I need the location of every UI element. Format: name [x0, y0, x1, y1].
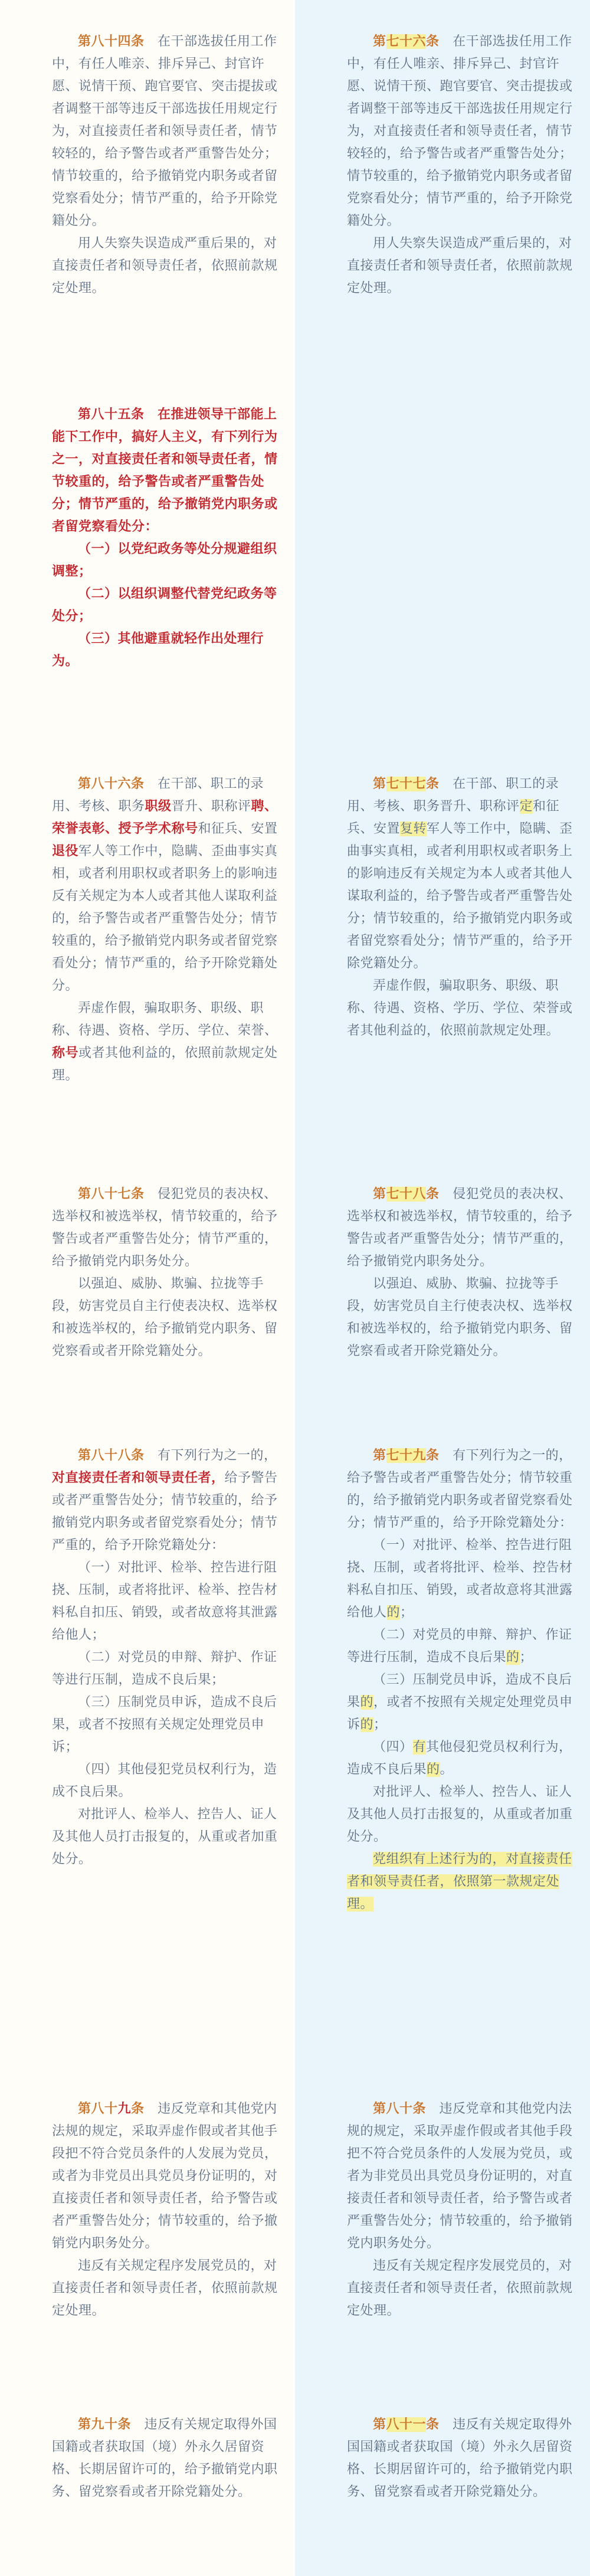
list-item: （四）有其他侵犯党员权利行为，造成不良后果的。: [347, 1740, 572, 1777]
list-item: （四）其他侵犯党员权利行为，造成不良后果。: [52, 1762, 277, 1799]
article-paragraph: 第七十九条 有下列行为之一的，给予警告或者严重警告处分；情节较重的，给予撤销党内职务或者留党察看处分；情节严重的，给予开除党籍处分：: [347, 1448, 573, 1530]
right-article-80: [347, 2098, 574, 2322]
article-paragraph-new: 第八十五条 在推进领导干部能上能下工作中，搞好人主义，有下列行为之一，对直接责任者和领导责任者，情节较重的，给予警告或者严重警告处分；情节严重的，给予撤销党内职务或者留党察看处分：: [52, 407, 278, 534]
highlighted-text: 的: [386, 1605, 401, 1620]
article-paragraph: 用人失察失误造成严重后果的，对直接责任者和领导责任者，依照前款规定处理。: [347, 236, 573, 296]
right-article-76: [347, 31, 574, 300]
right-article-79: [347, 1445, 574, 1916]
left-article-86: [52, 773, 279, 1087]
right-article-78: [347, 1183, 574, 1363]
article-number: 第七十六条: [373, 34, 440, 49]
article-paragraph: [52, 31, 279, 233]
article-number: 第七十七条: [373, 777, 440, 791]
article-number: 第八十八条: [78, 1448, 145, 1463]
list-item: （一）以党纪政务等处分规避组织调整；: [52, 542, 277, 579]
highlighted-text: 八十一: [386, 2417, 427, 2432]
article-paragraph: 对批评人、检举人、控告人、证人及其他人员打击报复的，从重或者加重处分。: [52, 1807, 278, 1867]
article-number: 第八十一条: [373, 2417, 440, 2432]
list-item: （一）对批评、检举、控告进行阻挠、压制，或者将批评、检举、控告材料私自扣压、销毁，或者故意将其泄露给他人的；: [347, 1538, 573, 1620]
article-paragraph: 第八十六条 在干部、职工的录用、考核、职务职级晋升、职称评聘、荣誉表彰、授予学术称号和征兵、安置退役军人等工作中，隐瞒、歪曲事实真相，或者利用职权或者职务上的影响违反有关规定为本人或者其他人谋取利益的，给予警告或者严重警告处分；情节较重的，给予撤销党内职务或者留党察看处分；情节严重的，给予开除党籍处分。: [52, 777, 278, 993]
article-paragraph: 第八十九条 违反党章和其他党内法规的规定，采取弄虚作假或者其他手段把不符合党员条件的人发展为党员，或者为非党员出具党员身份证明的，对直接责任者和领导责任者，给予警告或者严重警告处分；情节较重的，给予撤销党内职务处分。: [52, 2102, 278, 2251]
list-item: （三）其他避重就轻作出处理行为。: [52, 631, 264, 669]
changed-text: 聘、荣誉表彰、授予学术称号: [52, 799, 278, 836]
article-number: 第九十条: [78, 2417, 132, 2432]
highlighted-text: 七十八: [386, 1187, 427, 1202]
highlighted-text: 七十九: [386, 1448, 427, 1463]
list-item: （一）对批评、检举、控告进行阻挠、压制，或者将批评、检举、控告材料私自扣压、销毁，或者故意将其泄露给他人；: [52, 1560, 278, 1642]
list-item: （二）对党员的申辩、辩护、作证等进行压制，造成不良后果的；: [347, 1628, 572, 1665]
left-article-89: [52, 2098, 279, 2322]
left-article-88: [52, 1445, 279, 1871]
changed-text: 职级: [145, 799, 172, 814]
article-paragraph: 弄虚作假，骗取职务、职级、职称、待遇、资格、学历、学位、荣誉或者其他利益的，依照前款规定处理。: [347, 978, 573, 1038]
article-paragraph: 第七十七条 在干部、职工的录用、考核、职务晋升、职称评定和征兵、安置复转军人等工作中，隐瞒、歪曲事实真相，或者利用职权或者职务上的影响违反有关规定为本人或者其他人谋取利益的，给予警告或者严重警告处分；情节较重的，给予撤销党内职务或者留党察看处分；情节严重的，给予开除党籍处分。: [347, 777, 573, 971]
article-paragraph: 第八十七条 侵犯党员的表决权、选举权和被选举权，情节较重的，给予警告或者严重警告处分；情节严重的，给予撤销党内职务处分。: [52, 1187, 278, 1269]
article-number: 第八十七条: [78, 1187, 145, 1202]
article-number: 第七十九条: [373, 1448, 440, 1463]
article-paragraph: 以强迫、威胁、欺骗、拉拢等手段，妨害党员自主行使表决权、选举权和被选举权的，给予撤销党内职务、留党察看或者开除党籍处分。: [52, 1276, 278, 1359]
article-paragraph: 违反有关规定程序发展党员的，对直接责任者和领导责任者，依照前款规定处理。: [347, 2258, 573, 2318]
highlighted-text: 七十七: [386, 777, 427, 791]
highlighted-text: 定: [519, 799, 533, 814]
highlighted-text: 的: [360, 1717, 374, 1732]
list-item: （三）压制党员申诉，造成不良后果，或者不按照有关规定处理党员申诉；: [52, 1695, 277, 1755]
left-article-84: [52, 31, 279, 300]
right-article-77: [347, 773, 574, 1042]
right-column-old-text: [295, 0, 590, 2576]
article-paragraph: 第七十八条 侵犯党员的表决权、选举权和被选举权，情节较重的，给予警告或者严重警告处分；情节严重的，给予撤销党内职务处分。: [347, 1187, 573, 1269]
left-article-85: [52, 404, 279, 673]
article-number: 第七十八条: [373, 1187, 440, 1202]
highlighted-text: 七十六: [386, 34, 427, 49]
article-paragraph: 第八十八条 有下列行为之一的，对直接责任者和领导责任者，给予警告或者严重警告处分；情节较重的，给予撤销党内职务或者留党察看处分；情节严重的，给予开除党籍处分：: [52, 1448, 278, 1553]
changed-text: 称号: [52, 1046, 79, 1060]
highlighted-text: 党组织有上述行为的，对直接责任者和领导责任者，依照第一款规定处理。: [347, 1852, 572, 1911]
left-article-87: [52, 1183, 279, 1363]
highlighted-text: 的: [427, 1762, 440, 1777]
article-paragraph: 第八十条 违反党章和其他党内法规的规定，采取弄虚作假或者其他手段把不符合党员条件的人发展为党员，或者为非党员出具党员身份证明的，对直接责任者和领导责任者，给予警告或者严重警告处分；情节较重的，给予撤销党内职务处分。: [347, 2102, 573, 2251]
left-article-90: [52, 2414, 279, 2503]
article-paragraph: 违反有关规定程序发展党员的，对直接责任者和领导责任者，依照前款规定处理。: [52, 2258, 278, 2318]
highlighted-text: 有: [412, 1740, 427, 1755]
article-paragraph: 第七十六条 在干部选拔任用工作中，有任人唯亲、排斥异己、封官许愿、说情干预、跑官要官、突击提拔或者调整干部等违反干部选拔任用规定行为，对直接责任者和领导责任者，情节较轻的，给予警告或者严重警告处分；情节较重的，给予撤销党内职务或者留党察看处分；情节严重的，给予开除党籍处分。: [347, 34, 573, 228]
highlighted-text: 复转: [400, 821, 427, 836]
list-item: （二）以组织调整代替党纪政务等处分；: [52, 587, 277, 624]
article-paragraph: 弄虚作假，骗取职务、职级、职称、待遇、资格、学历、学位、荣誉、称号或者其他利益的，依照前款规定处理。: [52, 1001, 278, 1083]
right-article-81: [347, 2414, 574, 2503]
list-item: （三）压制党员申诉，造成不良后果的，或者不按照有关规定处理党员申诉的；: [347, 1672, 573, 1732]
article-paragraph: 以强迫、威胁、欺骗、拉拢等手段，妨害党员自主行使表决权、选举权和被选举权的，给予撤销党内职务、留党察看或者开除党籍处分。: [347, 1276, 573, 1359]
changed-text: 退役: [52, 844, 79, 859]
highlighted-text: 的: [506, 1650, 520, 1665]
list-item: （二）对党员的申辩、辩护、作证等进行压制，造成不良后果；: [52, 1650, 277, 1687]
article-number: 第八十条: [373, 2102, 427, 2116]
changed-text: 九: [117, 2102, 132, 2116]
article-number: 第八十九条: [78, 2102, 145, 2116]
article-number: 第八十六条: [78, 777, 145, 791]
article-paragraph: 第九十条 违反有关规定取得外国国籍或者获取国（境）外永久居留资格、长期居留许可的，给予撤销党内职务、留党察看或者开除党籍处分。: [52, 2417, 278, 2499]
article-paragraph-highlighted: [347, 1848, 574, 1916]
article-paragraph: 用人失察失误造成严重后果的，对直接责任者和领导责任者，依照前款规定处理。: [52, 236, 278, 296]
article-number: 第八十四条: [78, 34, 145, 49]
article-paragraph: 第八十一条 违反有关规定取得外国国籍或者获取国（境）外永久居留资格、长期居留许可的，给予撤销党内职务、留党察看或者开除党籍处分。: [347, 2417, 573, 2499]
article-paragraph: 对批评人、检举人、控告人、证人及其他人员打击报复的，从重或者加重处分。: [347, 1785, 573, 1844]
changed-text: 对直接责任者和领导责任者，: [52, 1471, 225, 1485]
highlighted-text: 的: [360, 1695, 374, 1710]
article-text: 在干部选拔任用工作中，有任人唯亲、排斥异己、封官许愿、说情干预、跑官要官、突击提拔或者调整干部等违反干部选拔任用规定行为，对直接责任者和领导责任者，情节较轻的，给予警告或者严重警告处分；情节较重的，给予撤销党内职务或者留党察看处分；情节严重的，给予开除党籍处分。: [52, 34, 278, 228]
